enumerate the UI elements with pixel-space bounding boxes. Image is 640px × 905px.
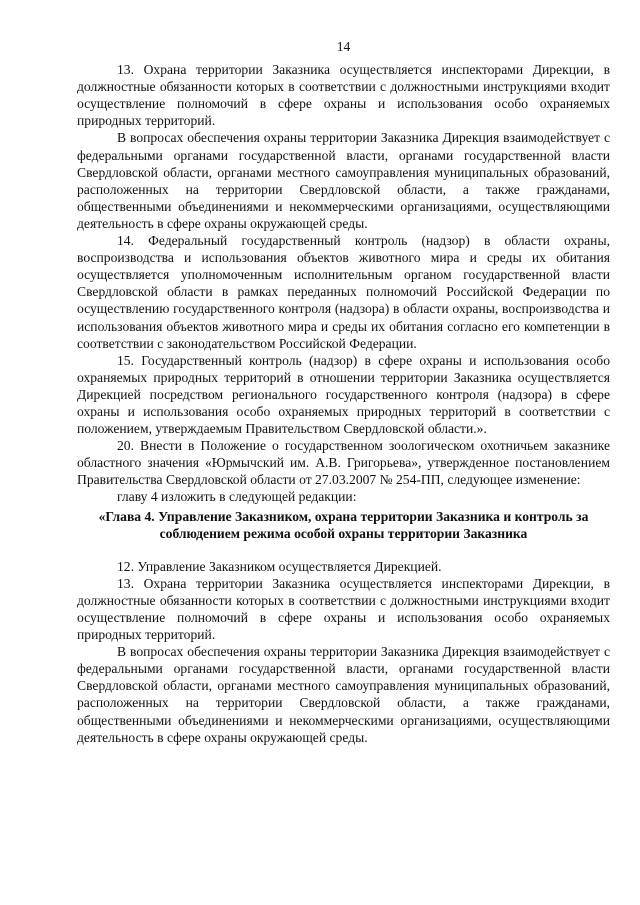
- document-page: [77, 38, 610, 746]
- paragraph-13-guard-repeat: 13. Охрана территории Заказника осуществляется инспекторами Дирекции, в должностные обязанности которых в соответствии с должностными инструкциями входит осуществление полномочий в сфере охраны и использования особо охраняемых природных территорий.: [77, 575, 610, 643]
- paragraph-14-federal-control: 14. Федеральный государственный контроль (надзор) в области охраны, воспроизводства и использования объектов животного мира и среды их обитания осуществляется уполномоченным исполнительным органом государственной власти Свердловской области в рамках переданных полномочий Российской Федерации по осуществлению государственного контроля (надзора) в области охраны, воспроизводства и использования объектов животного мира и среды их обитания согласно его компетенции в соответствии с законодательством Российской Федерации.: [77, 233, 610, 351]
- paragraph-interaction: В вопросах обеспечения охраны территории Заказника Дирекция взаимодействует с федеральными органами государственной власти, органами государственной власти Свердловской области, органами местного самоуправления муниципальных образований, расположенных на территории Свердловской области, а также гражданами, общественными объединениями и некоммерческими организациями, осуществляющими деятельность в сфере охраны окружающей среды.: [77, 130, 610, 231]
- chapter-heading: «Глава 4. Управление Заказником, охрана территории Заказника и контроль за соблюдением режима особой охраны территории Заказника: [98, 508, 589, 541]
- spacer: [77, 542, 610, 558]
- paragraph-chapter-instruction: главу 4 изложить в следующей редакции:: [117, 489, 357, 505]
- paragraph-12-management: 12. Управление Заказником осуществляется Дирекцией.: [117, 558, 442, 574]
- paragraph-20-amendment: 20. Внести в Положение о государственном зоологическом охотничьем заказнике областного значения «Юрмычский им. А.В. Григорьева», утвержденное постановлением Правительства Свердловской области от 27.03.2007 № 254-ПП, следующее изменение:: [77, 438, 610, 488]
- paragraph-interaction-repeat: В вопросах обеспечения охраны территории Заказника Дирекция взаимодействует с федеральными органами государственной власти, органами государственной власти Свердловской области, органами местного самоуправления муниципальных образований, расположенных на территории Свердловской области, а также гражданами, общественными объединениями и некоммерческими организациями, осуществляющими деятельность в сфере охраны окружающей среды.: [77, 644, 610, 745]
- page-number: 14: [336, 39, 351, 54]
- paragraph-13-guard: 13. Охрана территории Заказника осуществляется инспекторами Дирекции, в должностные обязанности которых в соответствии с должностными инструкциями входит осуществление полномочий в сфере охраны и использования особо охраняемых природных территорий.: [77, 62, 610, 129]
- paragraph-15-state-control: 15. Государственный контроль (надзор) в сфере охраны и использования особо охраняемых природных территорий в отношении территории Заказника осуществляется Дирекцией посредством регионального государственного контроля (надзора) в сфере охраны и использования особо охраняемых природных территорий в соответствии с положением, утверждаемым Правительством Свердловской области.».: [77, 352, 610, 437]
